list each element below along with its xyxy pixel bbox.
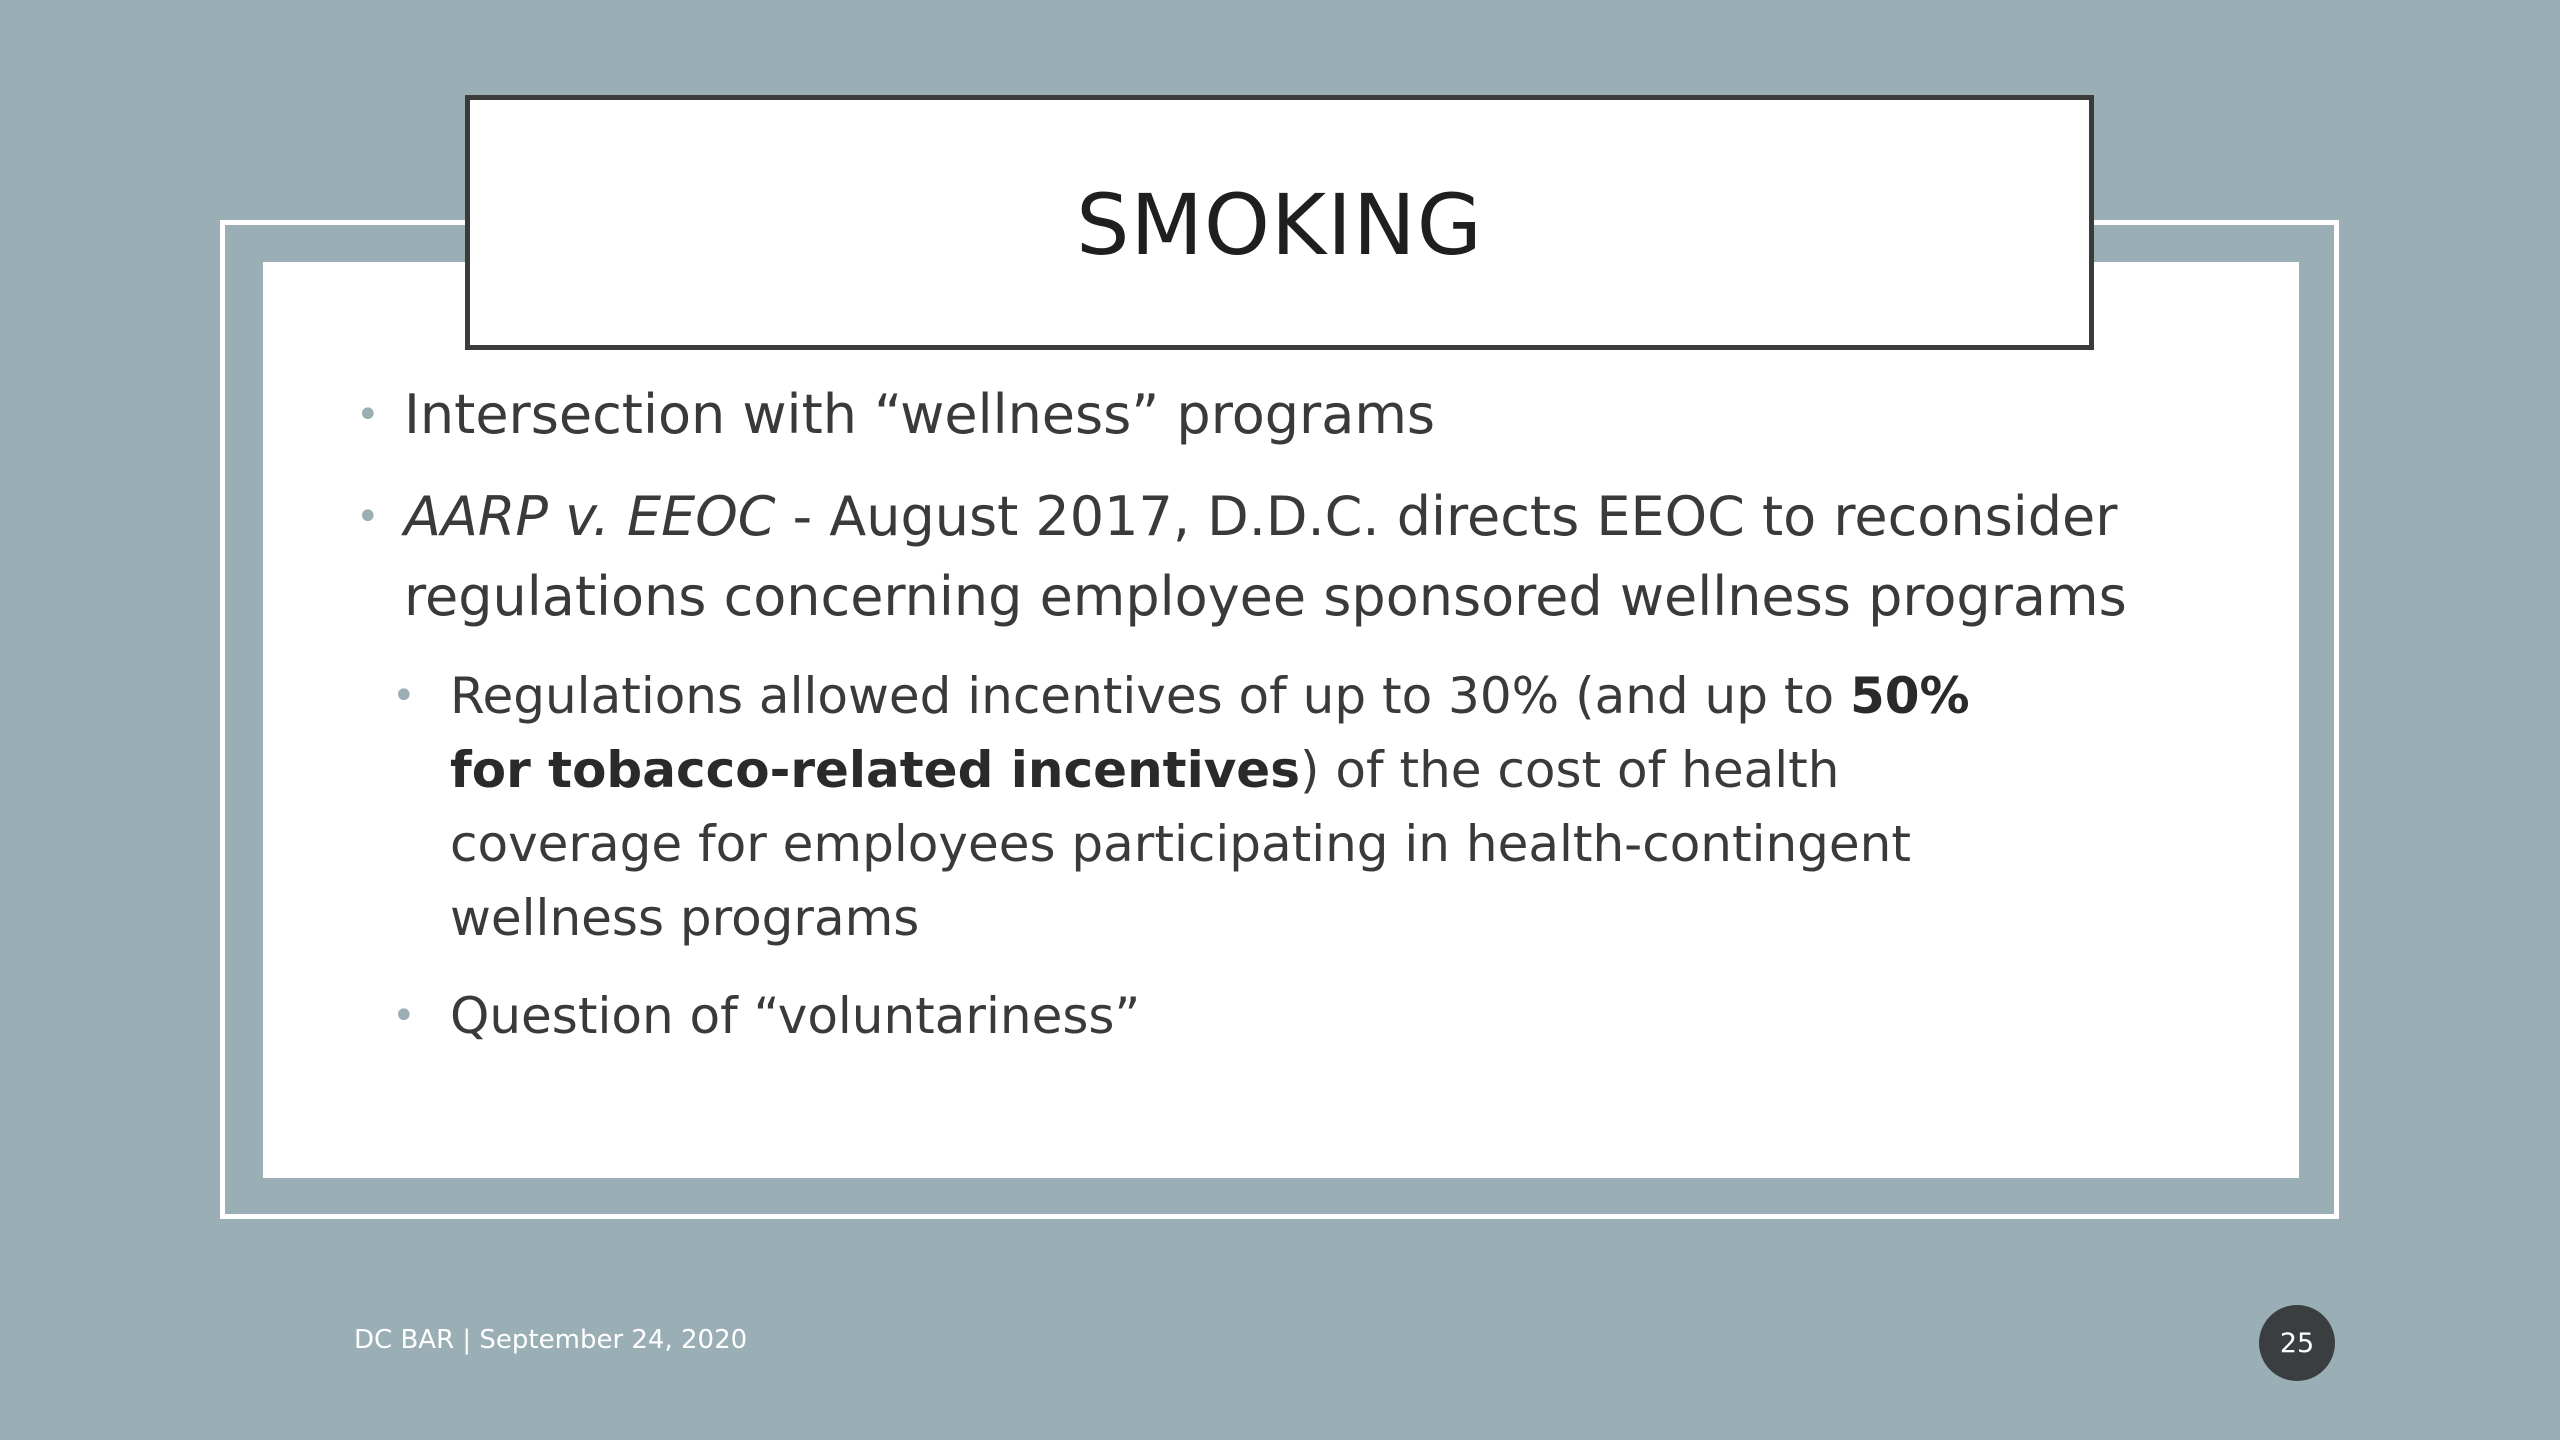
bullet-dot-icon: • — [356, 392, 380, 438]
bullet-dot-icon: • — [356, 494, 380, 540]
footer-text: DC BAR | September 24, 2020 — [354, 1325, 748, 1355]
sub-bullet-item — [350, 979, 2010, 1053]
bullet-dot-icon: • — [392, 993, 416, 1039]
sub-bullet-text-before: Regulations allowed incentives of up to 30% (and up to — [450, 667, 1850, 725]
bullet-item — [350, 477, 2180, 637]
sub-bullet-bold: 50% for tobacco-related incentives — [450, 667, 1970, 799]
bullet-list — [350, 375, 2180, 1077]
case-name: AARP v. EEOC — [404, 485, 776, 548]
bullet-text: Intersection with “wellness” programs — [404, 383, 1436, 446]
bullet-dot-icon: • — [392, 673, 416, 719]
title-box — [465, 95, 2094, 350]
page-number-badge: 25 — [2259, 1305, 2335, 1381]
bullet-item — [350, 375, 2180, 455]
slide-title: SMOKING — [1076, 175, 1483, 274]
sub-bullet-item — [350, 659, 2010, 955]
bullet-text: - August 2017, D.D.C. directs EEOC to reconsider regulations concerning employee sponsored wellness programs — [404, 485, 2127, 628]
sub-bullet-text-after: ) of the cost of health coverage for employees participating in health-contingent wellness programs — [450, 741, 1911, 947]
sub-bullet-text: Question of “voluntariness” — [450, 987, 1141, 1045]
